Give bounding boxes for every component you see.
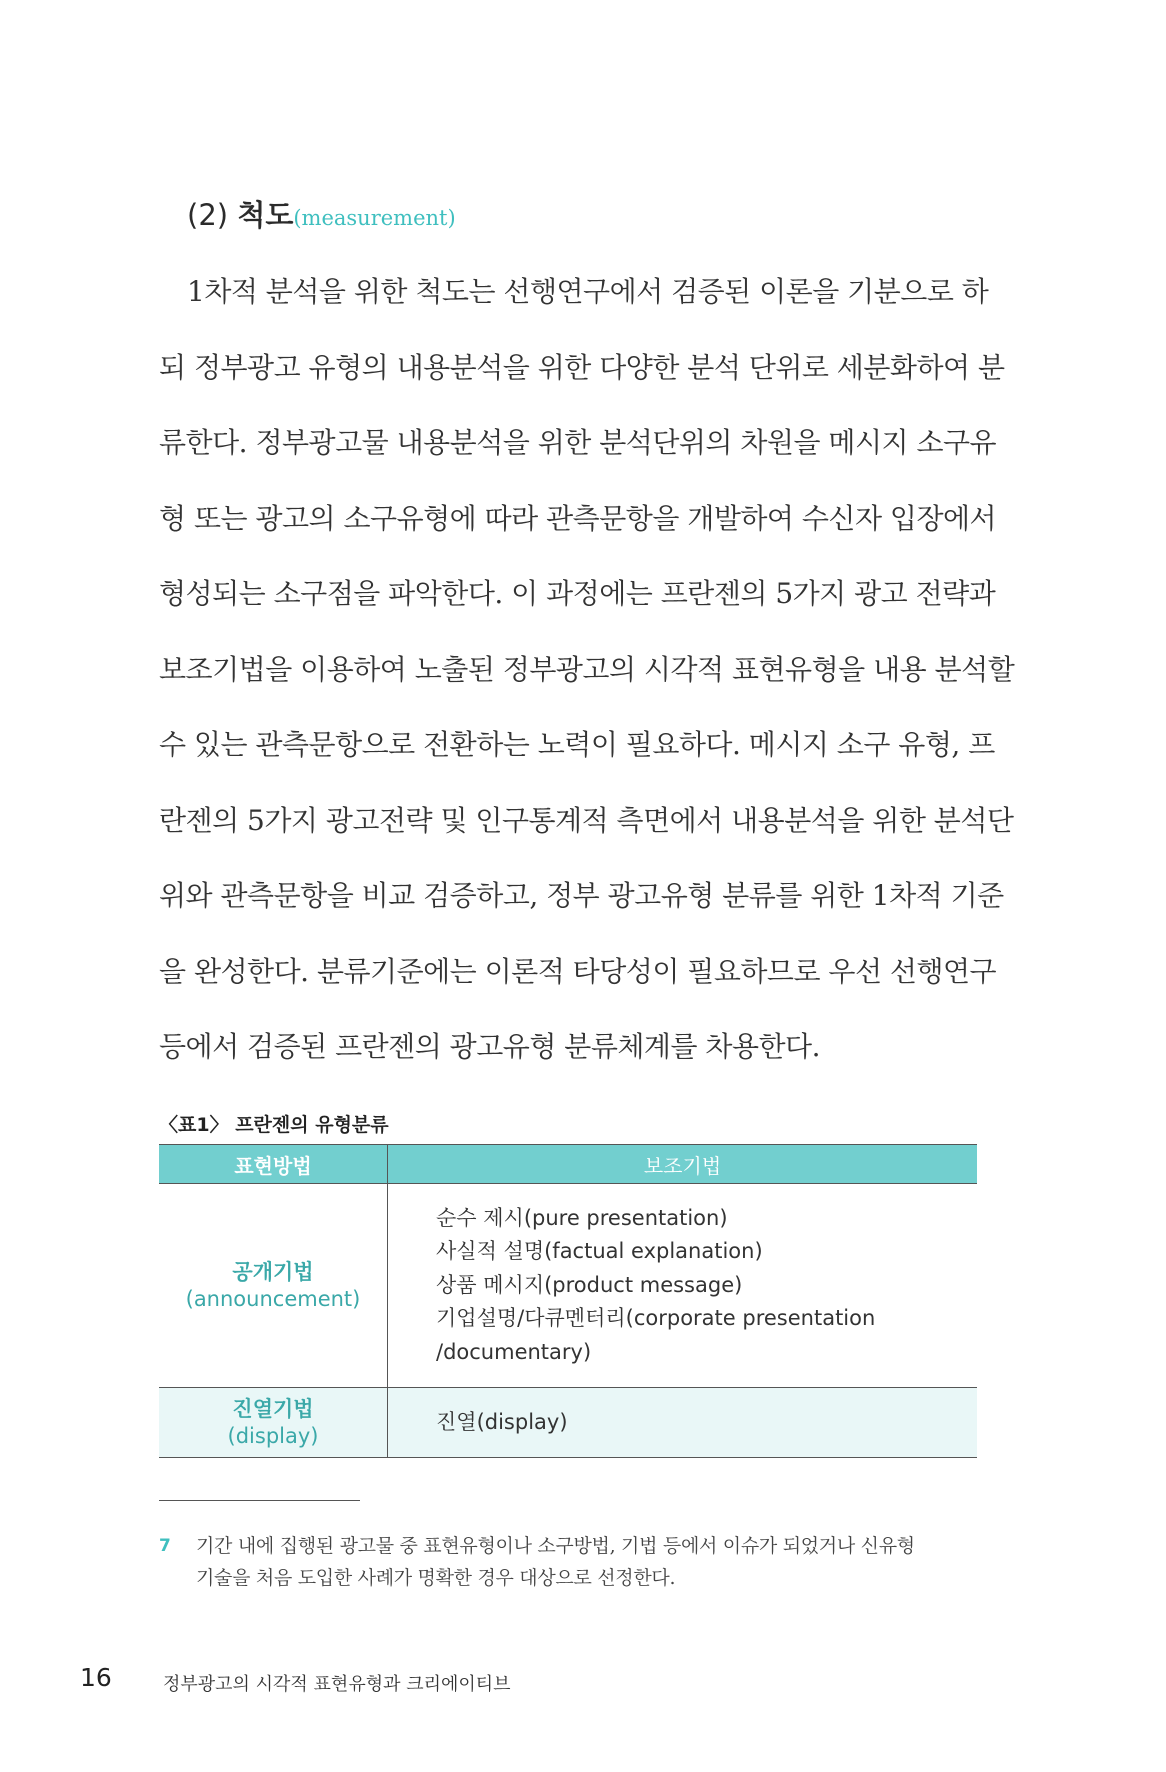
method-cell [159, 1184, 388, 1388]
footnote-number: 7 [159, 1536, 171, 1556]
section-number: (2) [187, 198, 229, 232]
page-number: 16 [80, 1663, 112, 1692]
franzen-type-table [159, 1144, 977, 1458]
sub-technique-item: 기업설명/다큐멘터리(corporate presentation [436, 1306, 876, 1331]
section-title-english: (measurement) [293, 206, 456, 230]
sub-technique-cell [388, 1388, 978, 1458]
section-heading [187, 193, 456, 234]
body-line: 되 정부광고 유형의 내용분석을 위한 다양한 분석 단위로 세분화하여 분 [159, 350, 1005, 384]
running-title: 정부광고의 시각적 표현유형과 크리에이티브 [163, 1674, 511, 1695]
sub-technique-item: 진열(display) [436, 1409, 568, 1434]
header-sub-technique: 보조기법 [388, 1145, 978, 1184]
method-english: (announcement) [185, 1286, 361, 1311]
body-line: 수 있는 관측문항으로 전환하는 노력이 필요하다. 메시지 소구 유형, 프 [159, 728, 995, 761]
body-line: 란젠의 5가지 광고전략 및 인구통계적 측면에서 내용분석을 위한 분석단 [159, 803, 1014, 837]
sub-technique-item: /documentary) [436, 1339, 592, 1364]
body-line: 을 완성한다. 분류기준에는 이론적 타당성이 필요하므로 우선 선행연구 [159, 954, 997, 988]
method-korean: 진열기법 [232, 1396, 314, 1421]
table-header-row [159, 1145, 977, 1184]
body-line: 등에서 검증된 프란젠의 광고유형 분류체계를 차용한다. [159, 1030, 821, 1063]
body-line: 형성되는 소구점을 파악한다. 이 과정에는 프란젠의 5가지 광고 전략과 [159, 577, 996, 610]
footnote-line: 기간 내에 집행된 광고물 중 표현유형이나 소구방법, 기법 등에서 이슈가 되었거나 신유형 [196, 1535, 915, 1557]
footnote [159, 1530, 979, 1594]
method-cell [159, 1388, 388, 1458]
sub-technique-item: 순수 제시(pure presentation) [436, 1205, 728, 1230]
table-row [159, 1388, 977, 1458]
body-line: 류한다. 정부광고물 내용분석을 위한 분석단위의 차원을 메시지 소구유 [159, 426, 997, 459]
table-caption: 〈표1〉 프란젠의 유형분류 [159, 1114, 389, 1136]
sub-technique-item: 사실적 설명(factual explanation) [436, 1239, 763, 1264]
sub-technique-cell [388, 1184, 978, 1388]
body-paragraph [159, 262, 1015, 1093]
body-line: 보조기법을 이용하여 노출된 정부광고의 시각적 표현유형을 내용 분석할 [159, 652, 1015, 686]
header-method: 표현방법 [159, 1145, 388, 1184]
table-row [159, 1184, 977, 1388]
body-line: 위와 관측문항을 비교 검증하고, 정부 광고유형 분류를 위한 1차적 기준 [159, 879, 1004, 912]
footnote-line: 기술을 처음 도입한 사례가 명확한 경우 대상으로 선정한다. [196, 1567, 676, 1589]
body-line: 1차적 분석을 위한 척도는 선행연구에서 검증된 이론을 기분으로 하 [187, 275, 989, 308]
method-korean: 공개기법 [232, 1259, 314, 1284]
sub-technique-item: 상품 메시지(product message) [436, 1272, 743, 1297]
method-english: (display) [227, 1423, 319, 1448]
section-title: 척도 [237, 198, 294, 232]
body-line: 형 또는 광고의 소구유형에 따라 관측문항을 개발하여 수신자 입장에서 [159, 501, 997, 535]
footnote-divider [159, 1500, 360, 1501]
